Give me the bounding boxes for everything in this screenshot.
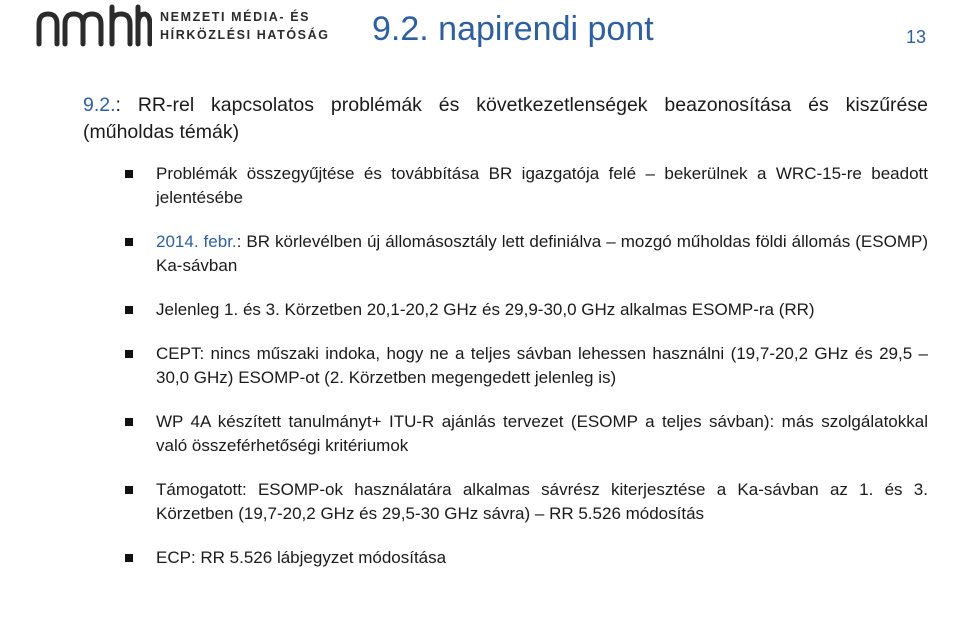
bullet-text: ECP: RR 5.526 lábjegyzet módosítása xyxy=(156,548,447,567)
bullet-text: Jelenleg 1. és 3. Körzetben 20,1-20,2 GHz és 29,9-30,0 GHz alkalmas ESOMP-ra (RR) xyxy=(156,300,815,319)
bullet-text: Támogatott: ESOMP-ok használatára alkalmas sávrész kiterjesztése a Ka-sávban az 1. és 3. Körzetben (19,7-20,2 GHz és 29,5-30 GHz sávra) – RR 5.526 módosítás xyxy=(156,480,928,523)
bullet-item xyxy=(83,546,928,570)
page-number: 13 xyxy=(906,27,927,47)
bullet-item xyxy=(83,410,928,458)
bullet-item xyxy=(83,298,928,322)
logo-text-line-1: NEMZETI MÉDIA- ÉS xyxy=(160,10,311,24)
slide-title: 9.2. napirendi pont xyxy=(372,10,654,48)
bullet-date: 2014. febr. xyxy=(156,232,237,251)
bullet-text: : BR körlevélben új állomásosztály lett definiálva – mozgó műholdas földi állomás (ESOMP) Ka-sávban xyxy=(156,232,928,275)
agenda-heading-text: : RR-rel kapcsolatos problémák és következetlenségek beazonosítása és kiszűrése (műholdas témák) xyxy=(83,94,928,143)
agenda-heading-number: 9.2. xyxy=(83,94,116,116)
bullet-text: WP 4A készített tanulmányt+ ITU-R ajánlás tervezet (ESOMP a teljes sávban): más szolgálatokkal való összeférhetőségi kritériumok xyxy=(156,412,928,455)
square-bullet-icon xyxy=(125,486,133,494)
bullet-list xyxy=(83,162,928,570)
square-bullet-icon xyxy=(125,350,133,358)
bullet-item xyxy=(83,162,928,210)
square-bullet-icon xyxy=(125,554,133,562)
bullet-text: Problémák összegyűjtése és továbbítása BR igazgatója felé – bekerülnek a WRC-15-re beadott jelentésébe xyxy=(156,164,928,207)
nmhh-logo xyxy=(34,4,330,48)
bullet-item xyxy=(83,230,928,278)
bullet-text: CEPT: nincs műszaki indoka, hogy ne a teljes sávban lehessen használni (19,7-20,2 GHz és 29,5 – 30,0 GHz) ESOMP-ot (2. Körzetben megengedett jelenleg is) xyxy=(156,344,928,387)
square-bullet-icon xyxy=(125,306,133,314)
nmhh-logo-mark xyxy=(34,4,152,48)
agenda-heading xyxy=(83,92,928,146)
slide-content xyxy=(83,92,928,590)
square-bullet-icon xyxy=(125,238,133,246)
bullet-item xyxy=(83,478,928,526)
square-bullet-icon xyxy=(125,418,133,426)
bullet-item xyxy=(83,342,928,390)
logo-text-line-2: HÍRKÖZLÉSI HATÓSÁG xyxy=(160,27,330,42)
square-bullet-icon xyxy=(125,170,133,178)
